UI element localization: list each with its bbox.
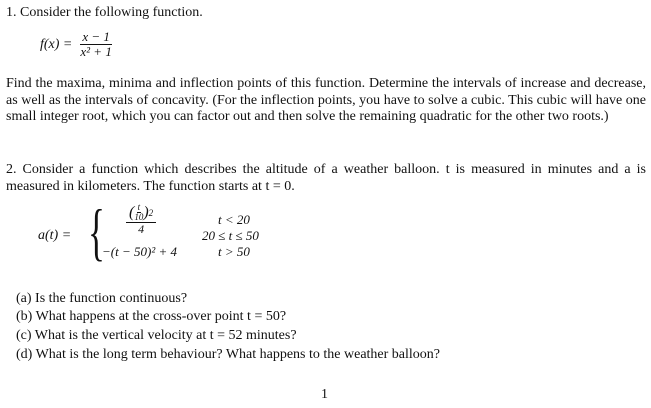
q1-heading: 1. Consider the following function. (6, 5, 203, 20)
case3-condition: t > 50 (218, 244, 250, 259)
q1-denominator: x² + 1 (80, 44, 112, 59)
q2-part-d: (d) What is the long term behaviour? What happens to the weather balloon? (16, 347, 441, 362)
page-number: 1 (321, 387, 328, 402)
q1-function-lhs: f(x) = (40, 36, 73, 52)
q2-part-a: (a) Is the function continuous? (16, 291, 188, 306)
q2-function-lhs: a(t) = (38, 228, 72, 243)
left-brace: { (88, 196, 105, 267)
case1-inner-frac: $\frac{t}{10}$ (134, 202, 144, 222)
case2-condition: 20 ≤ t ≤ 50 (202, 228, 259, 243)
q2-part-b: (b) What happens at the cross-over point t = 50? (16, 309, 287, 324)
q1-numerator: x − 1 (82, 29, 110, 44)
case1-condition: t < 20 (218, 212, 250, 227)
q1-function (40, 30, 114, 59)
case3-expr: −(t − 50)² + 4 (102, 244, 177, 259)
q2-intro: 2. Consider a function which describes the altitude of a weather balloon. t is measured in minutes and a is measured in kilometers. The function starts at t = 0. (6, 162, 646, 194)
q1-body: Find the maxima, minima and inflection points of this function. Determine the intervals of increase and decrease, as well as the intervals of concavity. (For the inflection points, you have to solve a cubic. This cubic will have one small integer root, which you can factor out and then solve the remaining quadratic for the other two roots.) (6, 76, 646, 124)
q1-fraction (78, 30, 113, 59)
case1-expr: ( $\frac{t}{10}$ ) 2 4 (126, 203, 156, 236)
q2-part-c: (c) What is the vertical velocity at t = 52 minutes? (16, 328, 297, 343)
